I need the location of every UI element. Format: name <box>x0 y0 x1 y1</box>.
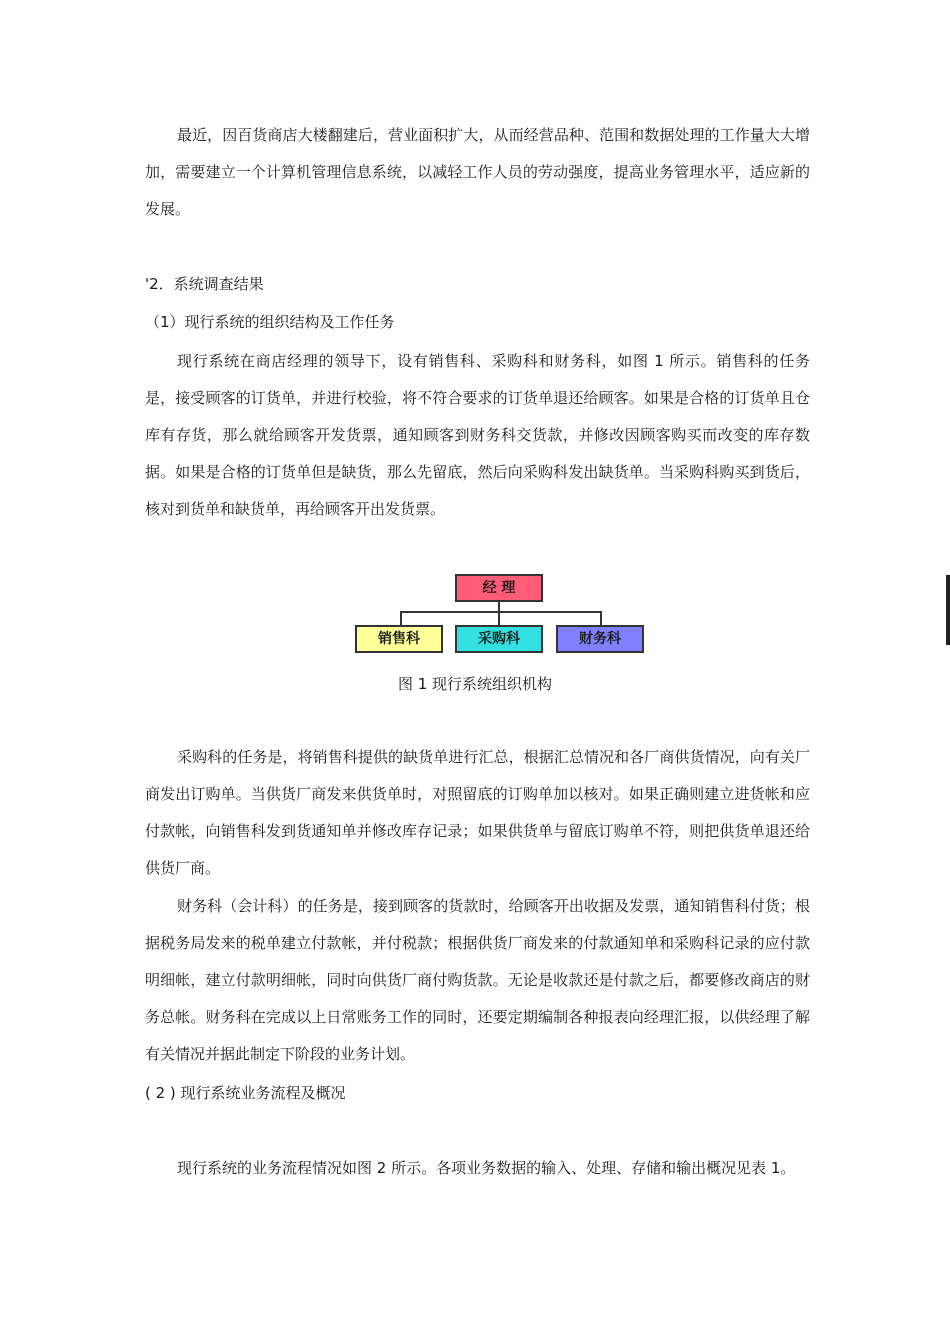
subsection-heading-1: （1）现行系统的组织结构及工作任务 <box>145 313 395 331</box>
section-heading: '2．系统调查结果 <box>145 275 264 293</box>
figure-caption: 图 1 现行系统组织机构 <box>397 675 553 693</box>
org-connector-horizontal <box>400 611 600 613</box>
subsection-heading-2: ( 2 ) 现行系统业务流程及概况 <box>145 1084 346 1102</box>
paragraph-purchasing: 采购科的任务是，将销售科提供的缺货单进行汇总，根据汇总情况和各厂商供货情况，向有关厂商发出订购单。当供货厂商发来供货单时，对照留底的订购单加以核对。如果正确则建立进货帐和应付款帐，向销售科发到货通知单并修改库存记录；如果供货单与留底订购单不符，则把供货单退还给供货厂商。 <box>145 748 810 877</box>
paragraph-sales: 现行系统在商店经理的领导下，设有销售科、采购科和财务科，如图 1 所示。销售科的任务是，接受顾客的订货单，并进行校验，将不符合要求的订货单退还给顾客。如果是合格的订货单且仓库有存货，那么就给顾客开发货票，通知顾客到财务科交货款，并修改因顾客购买而改变的库存数据。如果是合格的订货单但是缺货，那么先留底，然后向采购科发出缺货单。当采购科购买到货后，核对到货单和缺货单，再给顾客开出发货票。 <box>145 352 810 518</box>
intro-paragraph: 最近，因百货商店大楼翻建后，营业面积扩大，从而经营品种、范围和数据处理的工作量大大增加，需要建立一个计算机管理信息系统，以减轻工作人员的劳动强度，提高业务管理水平，适应新的发展。 <box>145 126 810 218</box>
org-connector-right <box>600 611 602 626</box>
org-box-purchasing: 采购科 <box>455 625 543 653</box>
org-box-manager: 经 理 <box>455 574 543 602</box>
org-connector-middle <box>498 611 500 626</box>
paragraph-flow: 现行系统的业务流程情况如图 2 所示。各项业务数据的输入、处理、存储和输出概况见表 1。 <box>177 1159 796 1177</box>
org-connector-left <box>400 611 402 626</box>
paragraph-finance: 财务科（会计科）的任务是，接到顾客的货款时，给顾客开出收据及发票，通知销售科付货；根据税务局发来的税单建立付款帐，并付税款；根据供货厂商发来的付款通知单和采购科记录的应付款明细帐，建立付款明细帐，同时向供货厂商付购货款。无论是收款还是付款之后，都要修改商店的财务总帐。财务科在完成以上日常账务工作的同时，还要定期编制各种报表向经理汇报，以供经理了解有关情况并据此制定下阶段的业务计划。 <box>145 897 810 1063</box>
page-edge-mark <box>946 575 950 645</box>
org-chart <box>350 570 650 660</box>
org-box-sales: 销售科 <box>355 625 443 653</box>
org-box-finance: 财务科 <box>556 625 644 653</box>
